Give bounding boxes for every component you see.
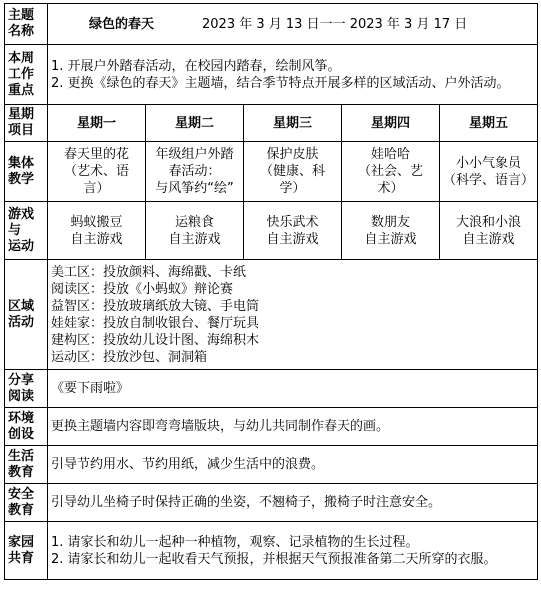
reading-content: 《要下雨啦》 [48,370,538,408]
days-row [5,105,538,142]
games-label: 游戏 与 运动 [5,202,48,260]
day-wednesday: 星期三 [244,105,342,142]
zone-art: 美工区：投放颜料、海绵戳、卡纸 [51,264,247,280]
zone-building: 建构区：投放幼儿设计图、海绵积木 [51,332,260,348]
life-content: 引导节约用水、节约用纸，减少生活中的浪费。 [48,446,538,484]
group-teaching-label: 集体 教学 [5,142,48,202]
focus-row [5,45,538,105]
group-teaching-tuesday: 年级组户外踏 春活动： 与风筝约“绘” [146,142,244,202]
weekly-plan-table [4,3,538,580]
zone-reading: 阅读区：投放《小蚂蚁》辩论赛 [51,281,234,297]
focus-line-1: 1. 开展户外踏春活动，在校园内踏春，绘制风筝。 [51,58,341,74]
group-teaching-monday: 春天里的花 （艺术、语 言） [48,142,146,202]
safety-content: 引导幼儿坐椅子时保持正确的坐姿，不翘椅子，搬椅子时注意安全。 [48,484,538,522]
games-thursday: 数朋友 自主游戏 [342,202,440,260]
theme-title-cell [48,4,538,45]
focus-line-2: 2. 更换《绿色的春天》主题墙，结合季节特点开展多样的区域活动、户外活动。 [51,75,510,91]
home-row [5,522,538,580]
group-teaching-wednesday: 保护皮肤 （健康、科 学） [244,142,342,202]
day-tuesday: 星期二 [146,105,244,142]
life-label: 生活 教育 [5,446,48,484]
zones-row [5,260,538,370]
day-friday: 星期五 [440,105,538,142]
safety-label: 安全 教育 [5,484,48,522]
zones-label: 区域 活动 [5,260,48,370]
games-row [5,202,538,260]
home-content [48,522,538,580]
theme-name: 绿色的春天 [89,16,155,32]
zone-doll-house: 娃娃家：投放自制收银台、餐厅玩具 [51,315,260,331]
life-row [5,446,538,484]
day-thursday: 星期四 [342,105,440,142]
date-range: 2023 年 3 月 13 日一一 2023 年 3 月 17 日 [202,16,468,32]
games-monday: 蚂蚁搬豆 自主游戏 [48,202,146,260]
group-teaching-thursday: 娃哈哈 （社会、艺 术） [342,142,440,202]
theme-label: 主题 名称 [5,4,48,45]
zones-content [48,260,538,370]
home-line-2: 2. 请家长和幼儿一起收看天气预报，并根据天气预报准备第二天所穿的衣服。 [51,551,497,567]
reading-label: 分享 阅读 [5,370,48,408]
games-friday: 大浪和小浪 自主游戏 [440,202,538,260]
zone-puzzle: 益智区：投放玻璃纸放大镜、手电筒 [51,298,260,314]
safety-row [5,484,538,522]
group-teaching-row [5,142,538,202]
group-teaching-friday: 小小气象员 （科学、语言） [440,142,538,202]
games-tuesday: 运粮食 自主游戏 [146,202,244,260]
environment-label: 环境 创设 [5,408,48,446]
theme-row [5,4,538,45]
home-label: 家园 共育 [5,522,48,580]
focus-label: 本周 工作 重点 [5,45,48,105]
games-wednesday: 快乐武术 自主游戏 [244,202,342,260]
environment-row [5,408,538,446]
reading-row [5,370,538,408]
day-monday: 星期一 [48,105,146,142]
days-label: 星期 项目 [5,105,48,142]
focus-content [48,45,538,105]
zone-sports: 运动区：投放沙包、洞洞箱 [51,349,208,365]
environment-content: 更换主题墙内容即弯弯墙版块，与幼儿共同制作春天的画。 [48,408,538,446]
home-line-1: 1. 请家长和幼儿一起种一种植物，观察、记录植物的生长过程。 [51,534,419,550]
